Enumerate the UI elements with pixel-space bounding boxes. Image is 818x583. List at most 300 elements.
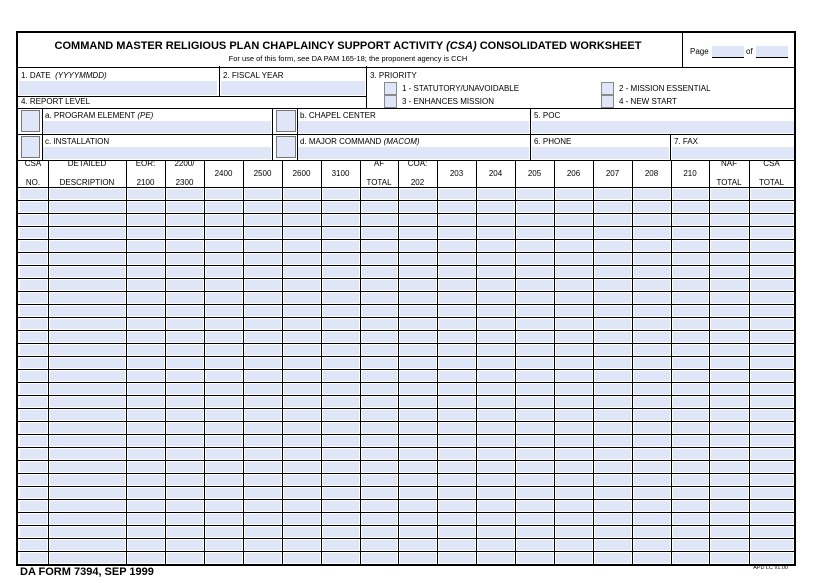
table-cell[interactable] bbox=[595, 449, 631, 460]
table-cell[interactable] bbox=[673, 241, 708, 252]
table-cell[interactable] bbox=[323, 397, 359, 408]
table-cell[interactable] bbox=[556, 202, 592, 213]
table-cell[interactable] bbox=[439, 254, 475, 265]
table-cell[interactable] bbox=[128, 267, 164, 278]
table-cell[interactable] bbox=[517, 475, 553, 486]
table-cell[interactable] bbox=[50, 371, 125, 382]
table-cell[interactable] bbox=[20, 267, 47, 278]
table-cell[interactable] bbox=[711, 475, 748, 486]
table-cell[interactable] bbox=[634, 540, 670, 551]
table-cell[interactable] bbox=[323, 488, 359, 499]
table-cell[interactable] bbox=[206, 423, 242, 434]
table-cell[interactable] bbox=[323, 202, 359, 213]
table-cell[interactable] bbox=[206, 540, 242, 551]
table-cell[interactable] bbox=[50, 475, 125, 486]
table-cell[interactable] bbox=[439, 384, 475, 395]
table-cell[interactable] bbox=[478, 436, 514, 447]
page-total-field[interactable] bbox=[756, 46, 788, 58]
table-cell[interactable] bbox=[711, 371, 748, 382]
table-cell[interactable] bbox=[50, 202, 125, 213]
table-cell[interactable] bbox=[751, 436, 793, 447]
table-cell[interactable] bbox=[20, 540, 47, 551]
table-cell[interactable] bbox=[128, 527, 164, 538]
table-cell[interactable] bbox=[20, 189, 47, 200]
priority-checkbox-3[interactable] bbox=[384, 95, 397, 108]
table-cell[interactable] bbox=[284, 436, 320, 447]
table-cell[interactable] bbox=[673, 423, 708, 434]
table-cell[interactable] bbox=[478, 319, 514, 330]
table-cell[interactable] bbox=[595, 189, 631, 200]
table-cell[interactable] bbox=[556, 345, 592, 356]
table-cell[interactable] bbox=[284, 488, 320, 499]
table-cell[interactable] bbox=[400, 371, 436, 382]
table-cell[interactable] bbox=[206, 449, 242, 460]
table-cell[interactable] bbox=[439, 436, 475, 447]
table-cell[interactable] bbox=[50, 488, 125, 499]
table-cell[interactable] bbox=[595, 332, 631, 343]
table-cell[interactable] bbox=[517, 514, 553, 525]
table-cell[interactable] bbox=[167, 280, 203, 291]
table-cell[interactable] bbox=[50, 280, 125, 291]
table-cell[interactable] bbox=[245, 254, 281, 265]
table-cell[interactable] bbox=[362, 384, 397, 395]
table-cell[interactable] bbox=[50, 540, 125, 551]
table-cell[interactable] bbox=[128, 449, 164, 460]
table-cell[interactable] bbox=[20, 449, 47, 460]
table-cell[interactable] bbox=[128, 384, 164, 395]
table-cell[interactable] bbox=[284, 267, 320, 278]
table-cell[interactable] bbox=[556, 514, 592, 525]
table-cell[interactable] bbox=[556, 280, 592, 291]
table-cell[interactable] bbox=[362, 540, 397, 551]
table-cell[interactable] bbox=[284, 215, 320, 226]
table-cell[interactable] bbox=[711, 241, 748, 252]
table-cell[interactable] bbox=[634, 527, 670, 538]
table-cell[interactable] bbox=[711, 280, 748, 291]
table-cell[interactable] bbox=[439, 267, 475, 278]
table-cell[interactable] bbox=[711, 215, 748, 226]
table-cell[interactable] bbox=[206, 215, 242, 226]
table-cell[interactable] bbox=[711, 397, 748, 408]
table-cell[interactable] bbox=[284, 345, 320, 356]
table-cell[interactable] bbox=[128, 345, 164, 356]
table-cell[interactable] bbox=[245, 384, 281, 395]
table-cell[interactable] bbox=[556, 501, 592, 512]
table-cell[interactable] bbox=[400, 241, 436, 252]
table-cell[interactable] bbox=[20, 384, 47, 395]
table-cell[interactable] bbox=[50, 527, 125, 538]
table-cell[interactable] bbox=[751, 332, 793, 343]
table-cell[interactable] bbox=[245, 202, 281, 213]
table-cell[interactable] bbox=[284, 514, 320, 525]
table-cell[interactable] bbox=[478, 254, 514, 265]
table-cell[interactable] bbox=[595, 384, 631, 395]
table-cell[interactable] bbox=[128, 319, 164, 330]
table-cell[interactable] bbox=[362, 462, 397, 473]
table-cell[interactable] bbox=[128, 488, 164, 499]
table-cell[interactable] bbox=[517, 410, 553, 421]
table-cell[interactable] bbox=[323, 358, 359, 369]
table-cell[interactable] bbox=[362, 332, 397, 343]
table-cell[interactable] bbox=[595, 306, 631, 317]
table-cell[interactable] bbox=[439, 488, 475, 499]
table-cell[interactable] bbox=[751, 319, 793, 330]
table-cell[interactable] bbox=[284, 189, 320, 200]
table-cell[interactable] bbox=[362, 306, 397, 317]
table-cell[interactable] bbox=[167, 488, 203, 499]
table-cell[interactable] bbox=[556, 332, 592, 343]
table-cell[interactable] bbox=[323, 332, 359, 343]
table-cell[interactable] bbox=[595, 553, 631, 564]
table-cell[interactable] bbox=[478, 553, 514, 564]
table-cell[interactable] bbox=[323, 410, 359, 421]
table-cell[interactable] bbox=[595, 202, 631, 213]
table-cell[interactable] bbox=[673, 462, 708, 473]
priority-checkbox-4[interactable] bbox=[601, 95, 614, 108]
table-cell[interactable] bbox=[478, 410, 514, 421]
table-cell[interactable] bbox=[362, 371, 397, 382]
table-cell[interactable] bbox=[517, 215, 553, 226]
table-cell[interactable] bbox=[634, 488, 670, 499]
table-cell[interactable] bbox=[20, 202, 47, 213]
table-cell[interactable] bbox=[400, 397, 436, 408]
table-cell[interactable] bbox=[711, 449, 748, 460]
table-cell[interactable] bbox=[400, 254, 436, 265]
table-cell[interactable] bbox=[556, 553, 592, 564]
table-cell[interactable] bbox=[439, 358, 475, 369]
table-cell[interactable] bbox=[478, 449, 514, 460]
table-cell[interactable] bbox=[50, 189, 125, 200]
phone-field[interactable] bbox=[532, 147, 669, 159]
table-cell[interactable] bbox=[167, 254, 203, 265]
table-cell[interactable] bbox=[634, 293, 670, 304]
table-cell[interactable] bbox=[323, 527, 359, 538]
table-cell[interactable] bbox=[167, 462, 203, 473]
table-cell[interactable] bbox=[439, 423, 475, 434]
table-cell[interactable] bbox=[595, 462, 631, 473]
table-cell[interactable] bbox=[245, 449, 281, 460]
table-cell[interactable] bbox=[400, 553, 436, 564]
table-cell[interactable] bbox=[20, 410, 47, 421]
table-cell[interactable] bbox=[245, 358, 281, 369]
table-cell[interactable] bbox=[595, 488, 631, 499]
table-cell[interactable] bbox=[20, 280, 47, 291]
table-cell[interactable] bbox=[439, 527, 475, 538]
table-cell[interactable] bbox=[634, 241, 670, 252]
priority-checkbox-2[interactable] bbox=[601, 82, 614, 95]
table-cell[interactable] bbox=[751, 202, 793, 213]
table-cell[interactable] bbox=[517, 306, 553, 317]
table-cell[interactable] bbox=[439, 306, 475, 317]
table-cell[interactable] bbox=[478, 462, 514, 473]
table-cell[interactable] bbox=[673, 553, 708, 564]
table-cell[interactable] bbox=[284, 384, 320, 395]
table-cell[interactable] bbox=[634, 228, 670, 239]
table-cell[interactable] bbox=[517, 540, 553, 551]
table-cell[interactable] bbox=[634, 345, 670, 356]
table-cell[interactable] bbox=[245, 553, 281, 564]
table-cell[interactable] bbox=[478, 423, 514, 434]
table-cell[interactable] bbox=[362, 267, 397, 278]
table-cell[interactable] bbox=[478, 397, 514, 408]
table-cell[interactable] bbox=[362, 475, 397, 486]
table-cell[interactable] bbox=[245, 436, 281, 447]
table-cell[interactable] bbox=[439, 345, 475, 356]
table-cell[interactable] bbox=[673, 332, 708, 343]
table-cell[interactable] bbox=[245, 514, 281, 525]
table-cell[interactable] bbox=[400, 475, 436, 486]
table-cell[interactable] bbox=[400, 332, 436, 343]
table-cell[interactable] bbox=[50, 410, 125, 421]
table-cell[interactable] bbox=[323, 215, 359, 226]
table-cell[interactable] bbox=[284, 423, 320, 434]
table-cell[interactable] bbox=[167, 345, 203, 356]
table-cell[interactable] bbox=[323, 306, 359, 317]
fax-field[interactable] bbox=[672, 147, 794, 159]
table-cell[interactable] bbox=[50, 462, 125, 473]
table-cell[interactable] bbox=[323, 345, 359, 356]
table-cell[interactable] bbox=[128, 293, 164, 304]
table-cell[interactable] bbox=[556, 189, 592, 200]
table-cell[interactable] bbox=[478, 358, 514, 369]
table-cell[interactable] bbox=[595, 228, 631, 239]
table-cell[interactable] bbox=[167, 228, 203, 239]
table-cell[interactable] bbox=[439, 215, 475, 226]
table-cell[interactable] bbox=[556, 527, 592, 538]
table-cell[interactable] bbox=[20, 306, 47, 317]
table-cell[interactable] bbox=[711, 345, 748, 356]
table-cell[interactable] bbox=[595, 475, 631, 486]
table-cell[interactable] bbox=[478, 306, 514, 317]
table-cell[interactable] bbox=[400, 527, 436, 538]
table-cell[interactable] bbox=[478, 215, 514, 226]
table-cell[interactable] bbox=[245, 475, 281, 486]
table-cell[interactable] bbox=[439, 475, 475, 486]
table-cell[interactable] bbox=[517, 189, 553, 200]
table-cell[interactable] bbox=[439, 202, 475, 213]
table-cell[interactable] bbox=[245, 488, 281, 499]
table-cell[interactable] bbox=[362, 319, 397, 330]
table-cell[interactable] bbox=[478, 475, 514, 486]
table-cell[interactable] bbox=[323, 384, 359, 395]
table-cell[interactable] bbox=[400, 384, 436, 395]
table-cell[interactable] bbox=[50, 332, 125, 343]
table-cell[interactable] bbox=[439, 514, 475, 525]
table-cell[interactable] bbox=[751, 501, 793, 512]
table-cell[interactable] bbox=[50, 345, 125, 356]
table-cell[interactable] bbox=[284, 293, 320, 304]
table-cell[interactable] bbox=[595, 254, 631, 265]
table-cell[interactable] bbox=[517, 449, 553, 460]
table-cell[interactable] bbox=[128, 397, 164, 408]
table-cell[interactable] bbox=[50, 228, 125, 239]
table-cell[interactable] bbox=[206, 189, 242, 200]
table-cell[interactable] bbox=[284, 241, 320, 252]
table-cell[interactable] bbox=[128, 475, 164, 486]
table-cell[interactable] bbox=[323, 189, 359, 200]
table-cell[interactable] bbox=[284, 306, 320, 317]
table-cell[interactable] bbox=[673, 215, 708, 226]
table-cell[interactable] bbox=[751, 488, 793, 499]
table-cell[interactable] bbox=[284, 540, 320, 551]
table-cell[interactable] bbox=[284, 228, 320, 239]
table-cell[interactable] bbox=[751, 371, 793, 382]
table-cell[interactable] bbox=[20, 254, 47, 265]
table-cell[interactable] bbox=[556, 475, 592, 486]
table-cell[interactable] bbox=[711, 436, 748, 447]
table-cell[interactable] bbox=[206, 202, 242, 213]
table-cell[interactable] bbox=[711, 540, 748, 551]
table-cell[interactable] bbox=[478, 293, 514, 304]
table-cell[interactable] bbox=[634, 189, 670, 200]
table-cell[interactable] bbox=[711, 319, 748, 330]
table-cell[interactable] bbox=[167, 423, 203, 434]
table-cell[interactable] bbox=[323, 540, 359, 551]
table-cell[interactable] bbox=[245, 410, 281, 421]
table-cell[interactable] bbox=[206, 397, 242, 408]
table-cell[interactable] bbox=[478, 332, 514, 343]
table-cell[interactable] bbox=[517, 397, 553, 408]
table-cell[interactable] bbox=[400, 436, 436, 447]
table-cell[interactable] bbox=[167, 553, 203, 564]
fiscal-year-field[interactable] bbox=[221, 81, 365, 95]
table-cell[interactable] bbox=[167, 189, 203, 200]
table-cell[interactable] bbox=[128, 202, 164, 213]
table-cell[interactable] bbox=[323, 254, 359, 265]
table-cell[interactable] bbox=[284, 202, 320, 213]
table-cell[interactable] bbox=[439, 540, 475, 551]
table-cell[interactable] bbox=[478, 189, 514, 200]
table-cell[interactable] bbox=[400, 462, 436, 473]
table-cell[interactable] bbox=[362, 553, 397, 564]
table-cell[interactable] bbox=[517, 462, 553, 473]
date-field[interactable] bbox=[19, 81, 217, 95]
table-cell[interactable] bbox=[517, 436, 553, 447]
table-cell[interactable] bbox=[206, 553, 242, 564]
table-cell[interactable] bbox=[50, 501, 125, 512]
table-cell[interactable] bbox=[362, 228, 397, 239]
table-cell[interactable] bbox=[711, 202, 748, 213]
table-cell[interactable] bbox=[50, 449, 125, 460]
table-cell[interactable] bbox=[362, 358, 397, 369]
table-cell[interactable] bbox=[595, 293, 631, 304]
table-cell[interactable] bbox=[751, 514, 793, 525]
table-cell[interactable] bbox=[478, 345, 514, 356]
table-cell[interactable] bbox=[634, 449, 670, 460]
table-cell[interactable] bbox=[400, 267, 436, 278]
table-cell[interactable] bbox=[439, 371, 475, 382]
table-cell[interactable] bbox=[323, 228, 359, 239]
table-cell[interactable] bbox=[167, 215, 203, 226]
table-cell[interactable] bbox=[711, 267, 748, 278]
table-cell[interactable] bbox=[167, 410, 203, 421]
table-cell[interactable] bbox=[478, 371, 514, 382]
table-cell[interactable] bbox=[595, 267, 631, 278]
table-cell[interactable] bbox=[284, 527, 320, 538]
table-cell[interactable] bbox=[20, 397, 47, 408]
table-cell[interactable] bbox=[206, 371, 242, 382]
table-cell[interactable] bbox=[50, 514, 125, 525]
table-cell[interactable] bbox=[478, 202, 514, 213]
table-cell[interactable] bbox=[284, 397, 320, 408]
table-cell[interactable] bbox=[556, 540, 592, 551]
table-cell[interactable] bbox=[50, 384, 125, 395]
table-cell[interactable] bbox=[595, 423, 631, 434]
table-cell[interactable] bbox=[20, 293, 47, 304]
table-cell[interactable] bbox=[400, 514, 436, 525]
table-cell[interactable] bbox=[50, 423, 125, 434]
table-cell[interactable] bbox=[751, 254, 793, 265]
table-cell[interactable] bbox=[323, 462, 359, 473]
table-cell[interactable] bbox=[362, 241, 397, 252]
table-cell[interactable] bbox=[20, 475, 47, 486]
table-cell[interactable] bbox=[595, 514, 631, 525]
table-cell[interactable] bbox=[673, 384, 708, 395]
table-cell[interactable] bbox=[362, 514, 397, 525]
table-cell[interactable] bbox=[128, 241, 164, 252]
table-cell[interactable] bbox=[284, 475, 320, 486]
table-cell[interactable] bbox=[323, 293, 359, 304]
table-cell[interactable] bbox=[751, 241, 793, 252]
table-cell[interactable] bbox=[673, 358, 708, 369]
table-cell[interactable] bbox=[751, 527, 793, 538]
table-cell[interactable] bbox=[711, 514, 748, 525]
table-cell[interactable] bbox=[517, 527, 553, 538]
table-cell[interactable] bbox=[439, 228, 475, 239]
table-cell[interactable] bbox=[439, 553, 475, 564]
table-cell[interactable] bbox=[128, 280, 164, 291]
table-cell[interactable] bbox=[634, 319, 670, 330]
table-cell[interactable] bbox=[556, 384, 592, 395]
table-cell[interactable] bbox=[400, 215, 436, 226]
table-cell[interactable] bbox=[20, 332, 47, 343]
table-cell[interactable] bbox=[245, 189, 281, 200]
table-cell[interactable] bbox=[751, 228, 793, 239]
table-cell[interactable] bbox=[400, 189, 436, 200]
installation-checkbox[interactable] bbox=[21, 136, 40, 158]
table-cell[interactable] bbox=[167, 436, 203, 447]
table-cell[interactable] bbox=[556, 449, 592, 460]
table-cell[interactable] bbox=[50, 306, 125, 317]
table-cell[interactable] bbox=[128, 436, 164, 447]
table-cell[interactable] bbox=[206, 527, 242, 538]
table-cell[interactable] bbox=[439, 332, 475, 343]
table-cell[interactable] bbox=[478, 488, 514, 499]
table-cell[interactable] bbox=[167, 267, 203, 278]
table-cell[interactable] bbox=[517, 319, 553, 330]
table-cell[interactable] bbox=[362, 410, 397, 421]
table-cell[interactable] bbox=[245, 527, 281, 538]
table-cell[interactable] bbox=[50, 358, 125, 369]
table-cell[interactable] bbox=[751, 540, 793, 551]
table-cell[interactable] bbox=[673, 202, 708, 213]
table-cell[interactable] bbox=[751, 423, 793, 434]
table-cell[interactable] bbox=[634, 332, 670, 343]
table-cell[interactable] bbox=[206, 267, 242, 278]
table-cell[interactable] bbox=[20, 527, 47, 538]
table-cell[interactable] bbox=[556, 306, 592, 317]
table-cell[interactable] bbox=[673, 228, 708, 239]
table-cell[interactable] bbox=[284, 553, 320, 564]
table-cell[interactable] bbox=[167, 306, 203, 317]
table-cell[interactable] bbox=[245, 228, 281, 239]
table-cell[interactable] bbox=[323, 267, 359, 278]
table-cell[interactable] bbox=[128, 215, 164, 226]
table-cell[interactable] bbox=[751, 345, 793, 356]
table-cell[interactable] bbox=[711, 306, 748, 317]
table-cell[interactable] bbox=[673, 514, 708, 525]
poc-field[interactable] bbox=[532, 121, 794, 133]
